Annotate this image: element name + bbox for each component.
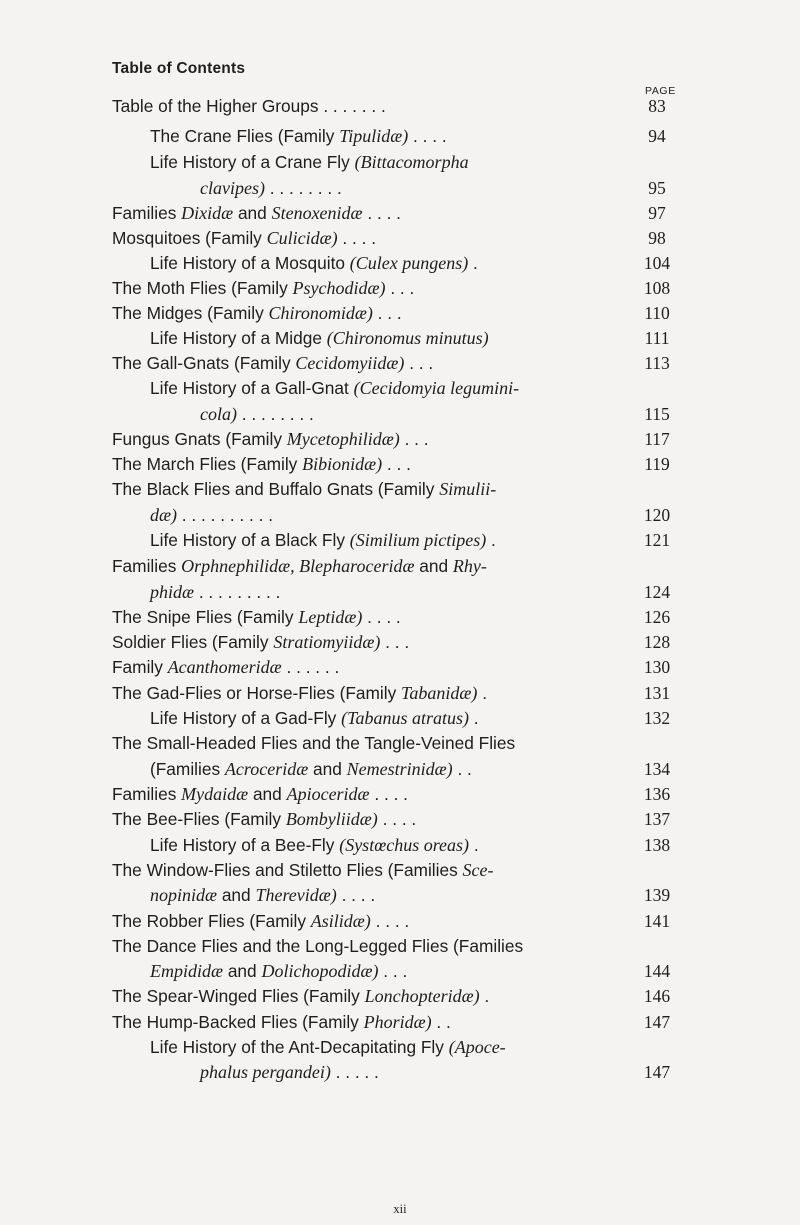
page-number: 104: [643, 253, 671, 273]
taxon-name: Sce-: [462, 860, 494, 880]
taxon-name: Stratiomyiidæ): [273, 632, 381, 652]
toc-entry-line: [112, 478, 496, 500]
entry-text: . . . .: [362, 203, 401, 223]
page-number: 137: [643, 809, 671, 829]
entry-text: .: [468, 253, 478, 273]
entry-text: Life History of the Ant-Decapitating Fly: [150, 1037, 449, 1057]
entry-text: and: [217, 885, 256, 905]
toc-entry-line: [112, 783, 408, 805]
entry-text: .: [479, 986, 490, 1006]
page-number: 110: [644, 303, 670, 323]
taxon-name: (Apoce-: [448, 1037, 506, 1057]
entry-text: . . .: [378, 961, 408, 981]
taxon-name: Dixidæ: [181, 203, 234, 223]
taxon-name: Asilidæ): [310, 911, 371, 931]
taxon-name: (Cecidomyia legumini-: [353, 378, 520, 398]
page-number: 113: [644, 353, 670, 373]
toc-entry-line: [200, 403, 314, 425]
entry-text: Life History of a Bee-Fly: [150, 835, 340, 855]
toc-entry-line: [112, 935, 523, 957]
entry-text: Life History of a Mosquito: [150, 253, 350, 273]
toc-entry-line: [112, 277, 414, 299]
entry-text: Family: [112, 657, 168, 677]
entry-text: The Moth Flies (Family: [112, 278, 293, 298]
toc-entry-line: [112, 428, 429, 450]
entry-text: and: [223, 961, 262, 981]
toc-entry-line: [150, 327, 489, 349]
taxon-name: Cecidomyiidæ): [295, 353, 405, 373]
page-number: 115: [644, 404, 670, 424]
toc-entry-line: [112, 202, 401, 224]
taxon-name: Acroceridæ: [224, 759, 309, 779]
entry-text: Families: [112, 556, 182, 576]
entry-text: The Spear-Winged Flies (Family: [112, 986, 365, 1006]
entry-text: . .: [452, 759, 472, 779]
page-folio: xii: [393, 1202, 407, 1216]
entry-text: .: [477, 683, 487, 703]
page-number: 147: [643, 1062, 671, 1082]
taxon-name: phalus pergandei): [200, 1062, 331, 1082]
page-column-heading: PAGE: [645, 85, 676, 97]
taxon-name: Bombyliidæ): [285, 809, 378, 829]
entry-text: The Black Flies and Buffalo Gnats (Family: [112, 479, 440, 499]
toc-entry-line: [112, 656, 339, 678]
taxon-name: Culicidæ): [266, 228, 338, 248]
toc-entry-line: [112, 555, 487, 577]
entry-text: Families: [112, 203, 182, 223]
entry-text: Life History of a Midge: [150, 328, 327, 348]
entry-text: The Bee-Flies (Family: [112, 809, 286, 829]
taxon-name: Orphnephilidæ, Blepharoceridæ: [181, 556, 415, 576]
entry-text: The Gad-Flies or Horse-Flies (Family: [112, 683, 402, 703]
toc-entry-line: [112, 1011, 451, 1033]
taxon-name: (Tabanus atratus): [341, 708, 469, 728]
toc-entry-line: [112, 606, 401, 628]
page-number: 146: [643, 986, 671, 1006]
entry-text: The Hump-Backed Flies (Family: [112, 1012, 364, 1032]
page-number: 131: [643, 683, 671, 703]
entry-text: . . .: [382, 454, 411, 474]
taxon-name: Tipulidæ): [339, 126, 409, 146]
taxon-name: Dolichopodidæ): [261, 961, 379, 981]
toc-entry-line: [112, 453, 411, 475]
taxon-name: Acanthomeridæ: [167, 657, 282, 677]
toc-entry-line: [150, 960, 407, 982]
taxon-name: dæ): [150, 505, 177, 525]
entry-text: and: [414, 556, 453, 576]
taxon-name: Rhy-: [452, 556, 487, 576]
toc-entry-line: [150, 125, 447, 147]
entry-text: . . .: [399, 429, 429, 449]
taxon-name: (Chironomus minutus): [326, 328, 489, 348]
entry-text: and: [248, 784, 287, 804]
entry-text: . . . . . . . . .: [194, 582, 281, 602]
entry-text: Table of the Higher Groups . . . . . . .: [112, 96, 386, 116]
taxon-name: nopinidæ: [150, 885, 218, 905]
toc-entry-line: [150, 529, 496, 551]
toc-entry-line: [112, 682, 487, 704]
toc-entry-line: [112, 302, 402, 324]
entry-text: . .: [431, 1012, 451, 1032]
page-number: 117: [644, 429, 670, 449]
page-number: 141: [643, 911, 671, 931]
taxon-name: Mydaidæ: [181, 784, 249, 804]
page-number: 144: [643, 961, 671, 981]
entry-text: . . .: [385, 278, 415, 298]
entry-text: . . . .: [369, 784, 408, 804]
taxon-name: Lonchopteridæ): [364, 986, 480, 1006]
entry-text: Families: [112, 784, 182, 804]
taxon-name: Leptidæ): [298, 607, 363, 627]
entry-text: (Families: [150, 759, 225, 779]
toc-entry-line: [112, 352, 433, 374]
taxon-name: phidæ: [150, 582, 195, 602]
page-number: 134: [643, 759, 671, 779]
entry-text: . . .: [404, 353, 434, 373]
page-number: 139: [643, 885, 671, 905]
taxon-name: cola): [200, 404, 237, 424]
entry-text: . . . .: [370, 911, 410, 931]
entry-text: The Snipe Flies (Family: [112, 607, 299, 627]
page-number: 138: [643, 835, 671, 855]
page-number: 95: [648, 178, 666, 198]
entry-text: . . . . . . . . . .: [177, 505, 274, 525]
taxon-name: Apioceridæ: [286, 784, 370, 804]
page-number: 83: [648, 96, 666, 116]
page-number: 97: [648, 203, 666, 223]
page-number: 126: [643, 607, 671, 627]
entry-text: . . .: [372, 303, 402, 323]
entry-text: Life History of a Crane Fly: [150, 152, 355, 172]
entry-text: Life History of a Gall-Gnat: [150, 378, 354, 398]
entry-text: The Window-Flies and Stiletto Flies (Families: [112, 860, 463, 880]
entry-text: The Small-Headed Flies and the Tangle-Veined Flies: [112, 733, 516, 753]
toc-entry-line: [150, 834, 479, 856]
page-number: 94: [648, 126, 666, 146]
entry-text: The Midges (Family: [112, 303, 269, 323]
toc-entry-line: [112, 910, 409, 932]
entry-text: . . . . . . . .: [264, 178, 342, 198]
page-number: 108: [643, 278, 671, 298]
entry-text: .: [469, 835, 479, 855]
entry-text: . . .: [380, 632, 410, 652]
entry-text: Soldier Flies (Family: [112, 632, 274, 652]
page-number: 124: [643, 582, 671, 602]
toc-entry-line: [112, 859, 494, 881]
entry-text: . . . . . . . .: [236, 404, 314, 424]
taxon-name: Tabanidæ): [401, 683, 478, 703]
page-number: 111: [644, 328, 670, 348]
toc-entry-line: [112, 95, 386, 117]
toc-entry-line: [150, 1036, 506, 1058]
taxon-name: (Similium pictipes): [349, 530, 487, 550]
entry-text: Mosquitoes (Family: [112, 228, 267, 248]
entry-text: The Robber Flies (Family: [112, 911, 311, 931]
taxon-name: Psychodidæ): [292, 278, 386, 298]
entry-text: . . . .: [362, 607, 401, 627]
toc-entry-line: [150, 884, 375, 906]
entry-text: .: [469, 708, 479, 728]
toc-entry-line: [112, 227, 376, 249]
taxon-name: Empididæ: [150, 961, 224, 981]
toc-entry-line: [112, 631, 409, 653]
toc-entry-line: [112, 985, 489, 1007]
page-number: 136: [643, 784, 671, 804]
taxon-name: (Culex pungens): [349, 253, 469, 273]
entry-text: The Dance Flies and the Long-Legged Flies (Families: [112, 936, 524, 956]
toc-entry-line: [150, 758, 472, 780]
page-number: 132: [643, 708, 671, 728]
toc-entry-line: [112, 808, 416, 830]
toc-entry-line: [150, 707, 479, 729]
taxon-name: Phoridæ): [363, 1012, 432, 1032]
toc-entry-line: [150, 581, 280, 603]
page-number: 147: [643, 1012, 671, 1032]
toc-entry-line: [150, 504, 273, 526]
taxon-name: Stenoxenidæ: [271, 203, 363, 223]
entry-text: Life History of a Black Fly: [150, 530, 350, 550]
taxon-name: (Bittacomorpha: [354, 152, 469, 172]
taxon-name: Bibionidæ): [302, 454, 383, 474]
page-number: 130: [643, 657, 671, 677]
taxon-name: Mycetophilidæ): [286, 429, 400, 449]
entry-text: . . . .: [336, 885, 376, 905]
toc-entry-line: [200, 1061, 379, 1083]
entry-text: The Gall-Gnats (Family: [112, 353, 296, 373]
taxon-name: (Systœchus oreas): [339, 835, 470, 855]
entry-text: .: [486, 530, 496, 550]
entry-text: . . . .: [337, 228, 377, 248]
page-number: 98: [648, 228, 666, 248]
toc-entry-line: [200, 177, 342, 199]
entry-text: . . . . .: [330, 1062, 379, 1082]
page-number: 119: [644, 454, 670, 474]
entry-text: and: [308, 759, 347, 779]
entry-text: and: [233, 203, 272, 223]
entry-text: . . . .: [408, 126, 447, 146]
taxon-name: Chironomidæ): [268, 303, 373, 323]
page-number: 121: [643, 530, 671, 550]
entry-text: . . . .: [377, 809, 417, 829]
taxon-name: Nemestrinidæ): [346, 759, 453, 779]
entry-text: Life History of a Gad-Fly: [150, 708, 342, 728]
toc-entry-line: [150, 252, 478, 274]
taxon-name: clavipes): [200, 178, 265, 198]
taxon-name: Simulii-: [439, 479, 497, 499]
toc-entry-line: [112, 732, 515, 754]
page-number: 120: [643, 505, 671, 525]
running-head: Table of Contents: [112, 60, 246, 77]
taxon-name: Therevidæ): [255, 885, 337, 905]
entry-text: The Crane Flies (Family: [150, 126, 340, 146]
entry-text: . . . . . .: [281, 657, 340, 677]
toc-entry-line: [150, 151, 469, 173]
page-number: 128: [643, 632, 671, 652]
toc-entry-line: [150, 377, 519, 399]
entry-text: The March Flies (Family: [112, 454, 303, 474]
entry-text: Fungus Gnats (Family: [112, 429, 287, 449]
